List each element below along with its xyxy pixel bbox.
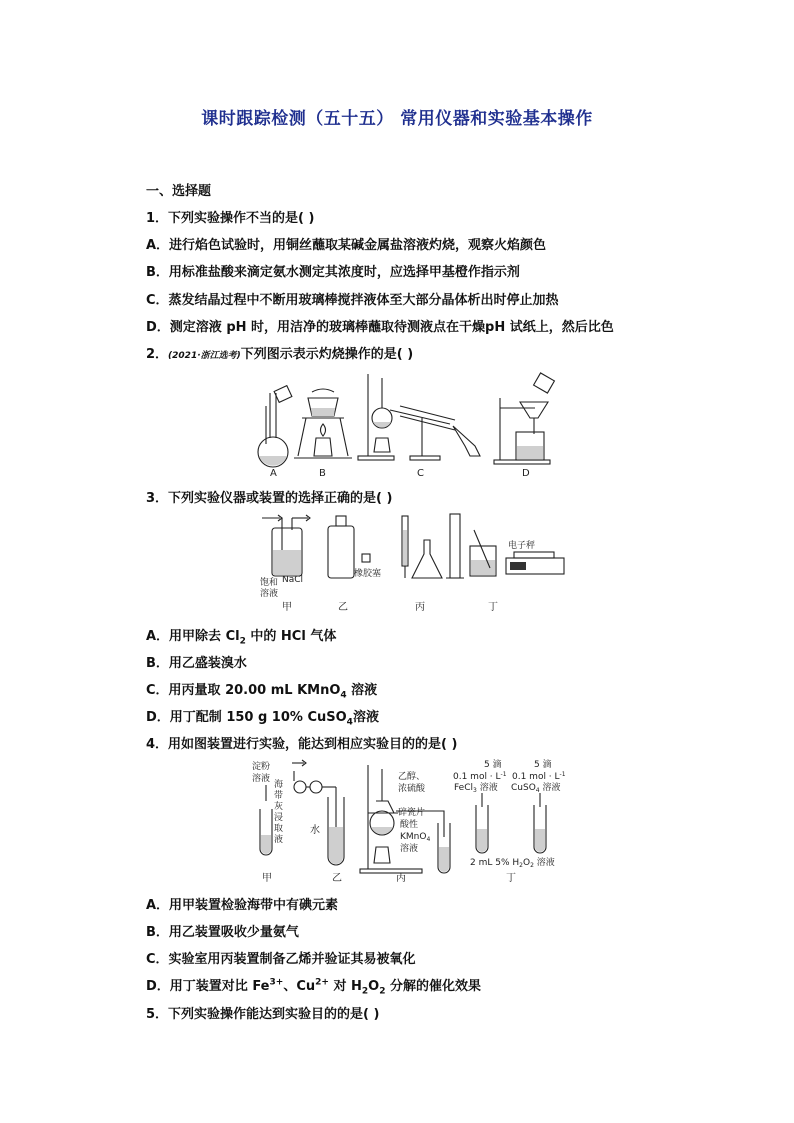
q4-stem: 4．用如图装置进行实验，能达到相应实验目的的是( )	[146, 737, 458, 752]
q3-option-c-pre: C．用丙量取 20.00 mL KMnO	[146, 683, 341, 698]
q4-starch-1: 淀粉	[252, 762, 271, 772]
q4-figure	[248, 757, 578, 885]
q2-stem	[146, 343, 413, 362]
q4-starch-2: 溶液	[252, 774, 271, 784]
q3-option-d-post: 溶液	[352, 710, 379, 725]
q4-figure-ding	[453, 758, 566, 884]
q3-label-bing: 丙	[415, 602, 425, 613]
q4-label-ding: 丁	[506, 873, 516, 884]
q3-option-d-sub: 4	[346, 717, 353, 728]
q3-option-a-post: 中的 HCl 气体	[245, 629, 337, 644]
q3-jia-note-3: 溶液	[260, 589, 279, 599]
q3-jia-note-1: 饱和	[260, 578, 279, 588]
q4-option-d-o: O	[368, 979, 380, 994]
q4-kelp-3: 灰	[274, 802, 284, 812]
q4-water: 水	[310, 825, 320, 836]
q1-option-d: D．测定溶液 pH 时，用洁净的玻璃棒蘸取待测液点在干燥pH 试纸上，然后比色	[146, 320, 614, 335]
q4-acidic: 酸性	[400, 820, 419, 830]
q4-conc-2: 0.1 mol · $L^{-1}$	[512, 771, 566, 782]
q2-text: 下列图示表示灼烧操作的是( )	[240, 347, 414, 362]
q4-h2o2: 2 mL 5% $H_2O_2$ 溶液	[470, 858, 555, 869]
q2-figure	[250, 368, 560, 480]
q2-source: (2021·浙江选考)	[168, 351, 241, 361]
section-heading: 一、选择题	[146, 184, 212, 199]
q4-label-yi: 乙	[332, 873, 342, 884]
q4-option-d-pre: D．用丁装置对比 Fe	[146, 979, 270, 994]
q4-fecl3: FeCl$_3$ 溶液	[454, 783, 498, 794]
q2-label-d: D	[522, 468, 530, 479]
q2-figure-c	[358, 374, 480, 479]
q2-label-c: C	[417, 468, 424, 479]
q3-label-jia: 甲	[282, 602, 292, 613]
q3-label-yi: 乙	[338, 602, 348, 613]
q4-kelp-4: 浸	[274, 813, 284, 823]
q4-option-d-sub1: 2	[361, 986, 369, 997]
q4-kelp-2: 带	[274, 791, 284, 801]
q4-option-d-sup2: 2+	[315, 977, 329, 988]
q4-kmno4-soln: 溶液	[400, 844, 419, 854]
q4-option-d-sub2: 2	[379, 986, 386, 997]
q3-option-d-pre: D．用丁配制 150 g 10% CuSO	[146, 710, 347, 725]
q2-figure-d	[494, 373, 554, 479]
q4-option-d	[146, 975, 481, 997]
q4-option-d-post: 分解的催化效果	[385, 979, 481, 994]
q3-figure-yi	[328, 516, 381, 613]
q3-jia-note-2: NaCl	[282, 575, 304, 585]
q4-option-d-mid2: 对 H	[328, 979, 362, 994]
q4-drops-1: 5 滴	[484, 760, 502, 770]
q3-figure-bing	[402, 516, 442, 613]
q4-option-a: A．用甲装置检验海带中有碘元素	[146, 898, 339, 913]
q3-option-b: B．用乙盛装溴水	[146, 656, 247, 671]
q4-option-c: C．实验室用丙装置制备乙烯并验证其易被氧化	[146, 952, 416, 967]
q3-option-c-sub: 4	[340, 690, 347, 701]
page-title: 课时跟踪检测（五十五） 常用仪器和实验基本操作	[201, 109, 593, 129]
q2-label-a: A	[270, 468, 277, 479]
q3-figure	[252, 510, 572, 616]
q2-number: 2．	[146, 347, 169, 362]
q3-option-c-post: 溶液	[346, 683, 378, 698]
q4-ethanol: 乙醇、	[398, 772, 426, 782]
q4-option-b: B．用乙装置吸收少量氨气	[146, 925, 299, 940]
q4-cuso4: CuSO$_4$ 溶液	[511, 783, 561, 794]
q3-option-c	[146, 679, 377, 701]
q1-option-a: A．进行焰色试验时，用铜丝蘸取某碱金属盐溶液灼烧，观察火焰颜色	[146, 238, 547, 253]
q4-figure-yi	[292, 760, 344, 884]
q4-label-jia: 甲	[262, 873, 272, 884]
q3-figure-jia	[260, 515, 310, 613]
q3-option-a	[146, 625, 336, 647]
q5-stem: 5．下列实验操作能达到实验目的的是( )	[146, 1007, 380, 1022]
q2-label-b: B	[319, 468, 326, 479]
q4-drops-2: 5 滴	[534, 760, 552, 770]
q4-figure-jia	[252, 760, 283, 884]
q3-figure-ding	[446, 514, 564, 613]
q2-figure-b	[294, 389, 352, 479]
q4-figure-bing	[360, 765, 450, 884]
q4-conc-1: 0.1 mol · $L^{-1}$	[453, 771, 507, 782]
q3-option-a-sub: 2	[239, 636, 246, 647]
q4-option-d-mid: 、Cu	[283, 979, 316, 994]
q1-option-c: C．蒸发结晶过程中不断用玻璃棒搅拌液体至大部分晶体析出时停止加热	[146, 293, 559, 308]
q1-option-b: B．用标准盐酸来滴定氨水测定其浓度时，应选择甲基橙作指示剂	[146, 265, 520, 280]
q3-label-ding: 丁	[488, 602, 498, 613]
q4-option-d-sup1: 3+	[269, 977, 284, 988]
q3-stem: 3．下列实验仪器或装置的选择正确的是( )	[146, 491, 393, 506]
q4-label-bing: 丙	[396, 873, 406, 884]
q3-stopper-note: 橡胶塞	[354, 569, 382, 579]
q3-option-d	[146, 706, 379, 728]
q4-kelp-5: 取	[274, 824, 284, 834]
q4-kmno4: KMnO$_4$	[400, 832, 431, 843]
q2-figure-a	[258, 386, 292, 479]
q4-chips: 碎瓷片	[398, 808, 426, 818]
q3-option-a-pre: A．用甲除去 Cl	[146, 629, 240, 644]
q4-kelp-1: 海	[274, 780, 284, 790]
q3-scale-note: 电子秤	[508, 541, 536, 551]
q1-stem: 1．下列实验操作不当的是( )	[146, 211, 315, 226]
q4-kelp-6: 液	[274, 835, 284, 845]
q4-acid: 浓硫酸	[398, 784, 426, 794]
